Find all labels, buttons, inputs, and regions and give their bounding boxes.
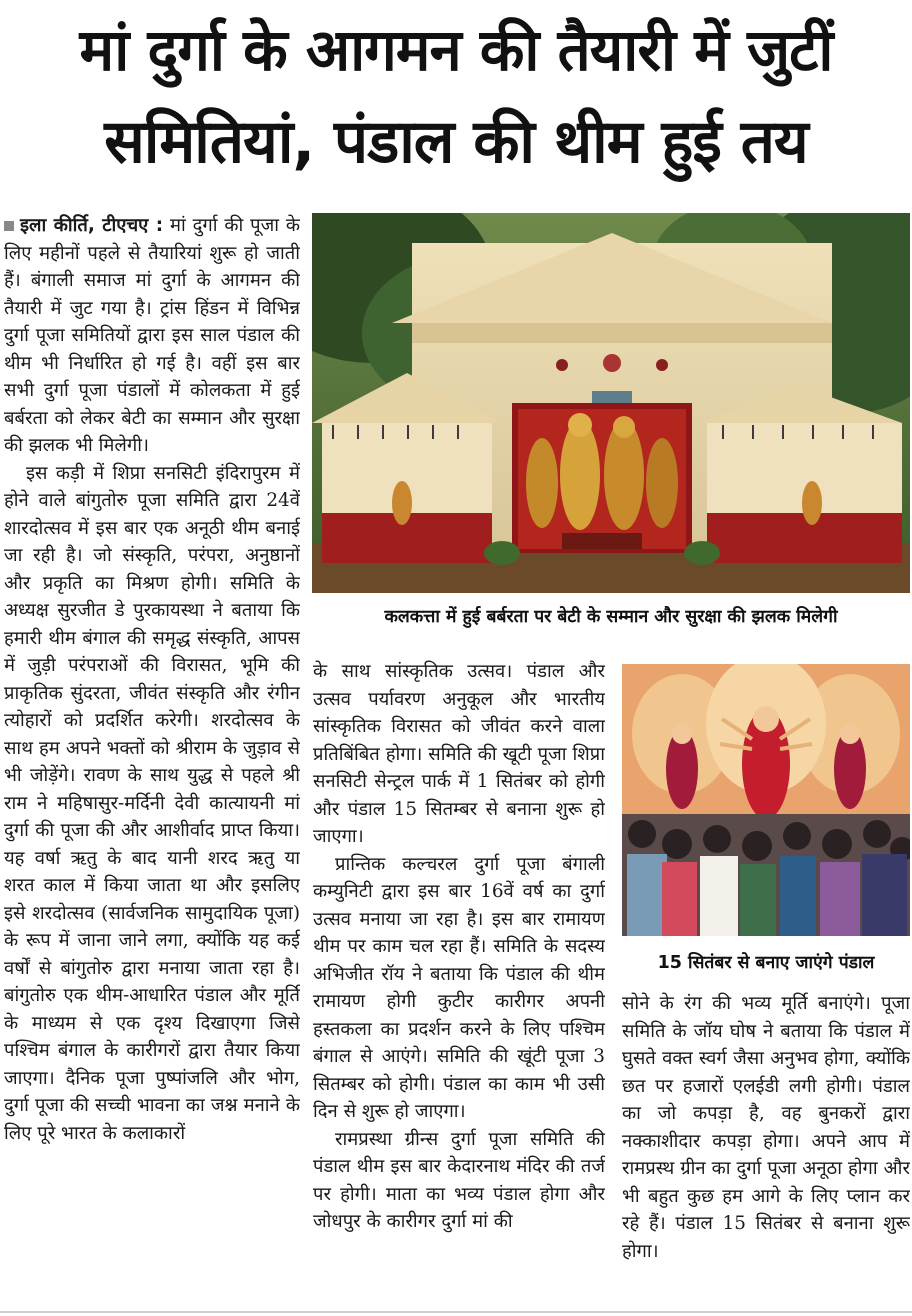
article-paragraph: के साथ सांस्कृतिक उत्सव। पंडाल और उत्सव पर्यावरण अनुकूल और भारतीय सांस्कृतिक विरासत को जीवंत करने वाला प्रतिबिंबित होगा। समिति की खूटी पूजा शिप्रा सनसिटी सेन्ट्रल पार्क में 1 सितंबर को होगी और पंडाल 15 सितम्बर से बनाना शुरू हो जाएगा। — [313, 661, 605, 847]
article-column-2 — [313, 658, 605, 1308]
byline: इला कीर्ति, टीएचए : — [20, 215, 164, 236]
article-paragraph: इस कड़ी में शिप्रा सनसिटी इंदिरापुरम में होने वाले बांगुतोरु पूजा समिति द्वारा 24वें शारदोत्सव में इस बार एक अनूठी थीम बनाई जा रही है। जो संस्कृति, परंपरा, अनुष्ठानों और प्रकृति का मिश्रण होगी। समिति के अध्यक्ष सुरजीत डे पुरकायस्था ने बताया कि हमारी थीम बंगाल की समृद्ध संस्कृति, आपस में जुड़ी परंपराओं की विरासत, भूमि की प्राकृतिक सुंदरता, जीवंत संस्कृति और रंगीन त्योहारों को प्रदर्शित करेगी। शरदोत्सव के साथ हम अपने भक्तों को श्रीराम के जुड़ाव से भी जोड़ेंगे। रावण के साथ युद्ध से पहले श्री राम ने महिषासुर-मर्दिनी देवी कात्यायनी मां दुर्गा की पूजा की और आशीर्वाद प्राप्त किया। यह वर्षा ऋतु के बाद यानी शरद ऋतु या शरत काल में किया जाता था और इसलिए इसे शरदोत्सव (सार्वजनिक सामुदायिक पूजा) के रूप में जाना जाने लगा, क्योंकि यह कई वर्षों से बांगुतोरु द्वारा मनाया जाता रहा है। बांगुतोरु एक थीम-आधारित पंडाल और मूर्ति के माध्यम से एक दृश्य दिखाएगा जिसे पश्चिम बंगाल के कारीगरों द्वारा तैयार किया जाएगा। दैनिक पूजा पुष्पांजलि और भोग, दुर्गा पूजा की सच्ची भावना का जश्न मनाने के लिए पूरे भारत के कलाकारों — [4, 462, 300, 1144]
devotees-illustration — [622, 664, 910, 936]
small-photo-caption: 15 सितंबर से बनाए जाएंगे पंडाल — [657, 953, 875, 973]
bottom-rule — [0, 1311, 912, 1313]
paragraph-text: मां दुर्गा की पूजा के लिए महीनों पहले से तैयारियां शुरू हो जाती हैं। बंगाली समाज मां दुर्गा के आगमन की तैयारी में जुट गया है। ट्रांस हिंडन में विभिन्न दुर्गा पूजा समितियों द्वारा इस साल पंडाल की थीम भी निर्धारित हो गई है। वहीं इस बार सभी दुर्गा पूजा पंडालों में कोलकता में हुई बर्बरता को लेकर बेटी का सम्मान और सुरक्षा की झलक भी मिलेगी। — [4, 215, 300, 456]
pandal-illustration — [312, 213, 910, 593]
article-column-3 — [622, 990, 910, 1308]
article-paragraph: रामप्रस्था ग्रीन्स दुर्गा पूजा समिति की पंडाल थीम इस बार केदारनाथ मंदिर की तर्ज पर होगी। माता का भव्य पंडाल होगा और जोधपुर के कारीगर दुर्गा मां की — [313, 1128, 605, 1232]
article-paragraph: प्रान्तिक कल्चरल दुर्गा पूजा बंगाली कम्युनिटी द्वारा इस बार 16वें वर्ष का दुर्गा उत्सव मनाया जा रहा है। इस बार रामायण थीम पर काम चल रहा हैं। समिति के सदस्य अभिजीत रॉय ने बताया कि पंडाल की थीम रामायण होगी कुटीर कारीगर अपनी हस्तकला का प्रदर्शन करने के लिए पश्चिम बंगाल से आएंगे। समिति की खूंटी पूजा 3 सितम्बर को होगी। पंडाल का काम भी उसी दिन से शुरू हो जाएगा। — [313, 853, 605, 1122]
byline-square-icon — [4, 221, 14, 231]
pandal-photo — [312, 213, 910, 593]
article-column-1 — [4, 212, 300, 1308]
main-photo-caption: कलकत्ता में हुई बर्बरता पर बेटी के सम्मान और सुरक्षा की झलक मिलेगी — [384, 607, 838, 627]
devotees-photo — [622, 664, 910, 936]
article-paragraph: सोने के रंग की भव्य मूर्ति बनाएंगे। पूजा समिति के जॉय घोष ने बताया कि पंडाल में घुसते वक्त स्वर्ग जैसा अनुभव होगा, क्योंकि छत पर हजारों एलईडी लगी होगी। पंडाल का जो कपड़ा है, वह बुनकरों द्वारा नक्काशीदार कपड़ा होगा। अपने आप में रामप्रस्थ ग्रीन का दुर्गा पूजा अनूठा होगा और भी बहुत कुछ हम आगे के लिए प्लान कर रहे हैं। पंडाल 15 सितंबर से बनाना शुरू होगा। — [622, 993, 910, 1262]
headline-line-1: मां दुर्गा के आगमन की तैयारी में जुटीं — [79, 16, 833, 84]
headline-line-2: समितियां, पंडाल की थीम हुई तय — [104, 107, 808, 177]
headline — [0, 4, 912, 188]
article-paragraph — [4, 212, 300, 460]
